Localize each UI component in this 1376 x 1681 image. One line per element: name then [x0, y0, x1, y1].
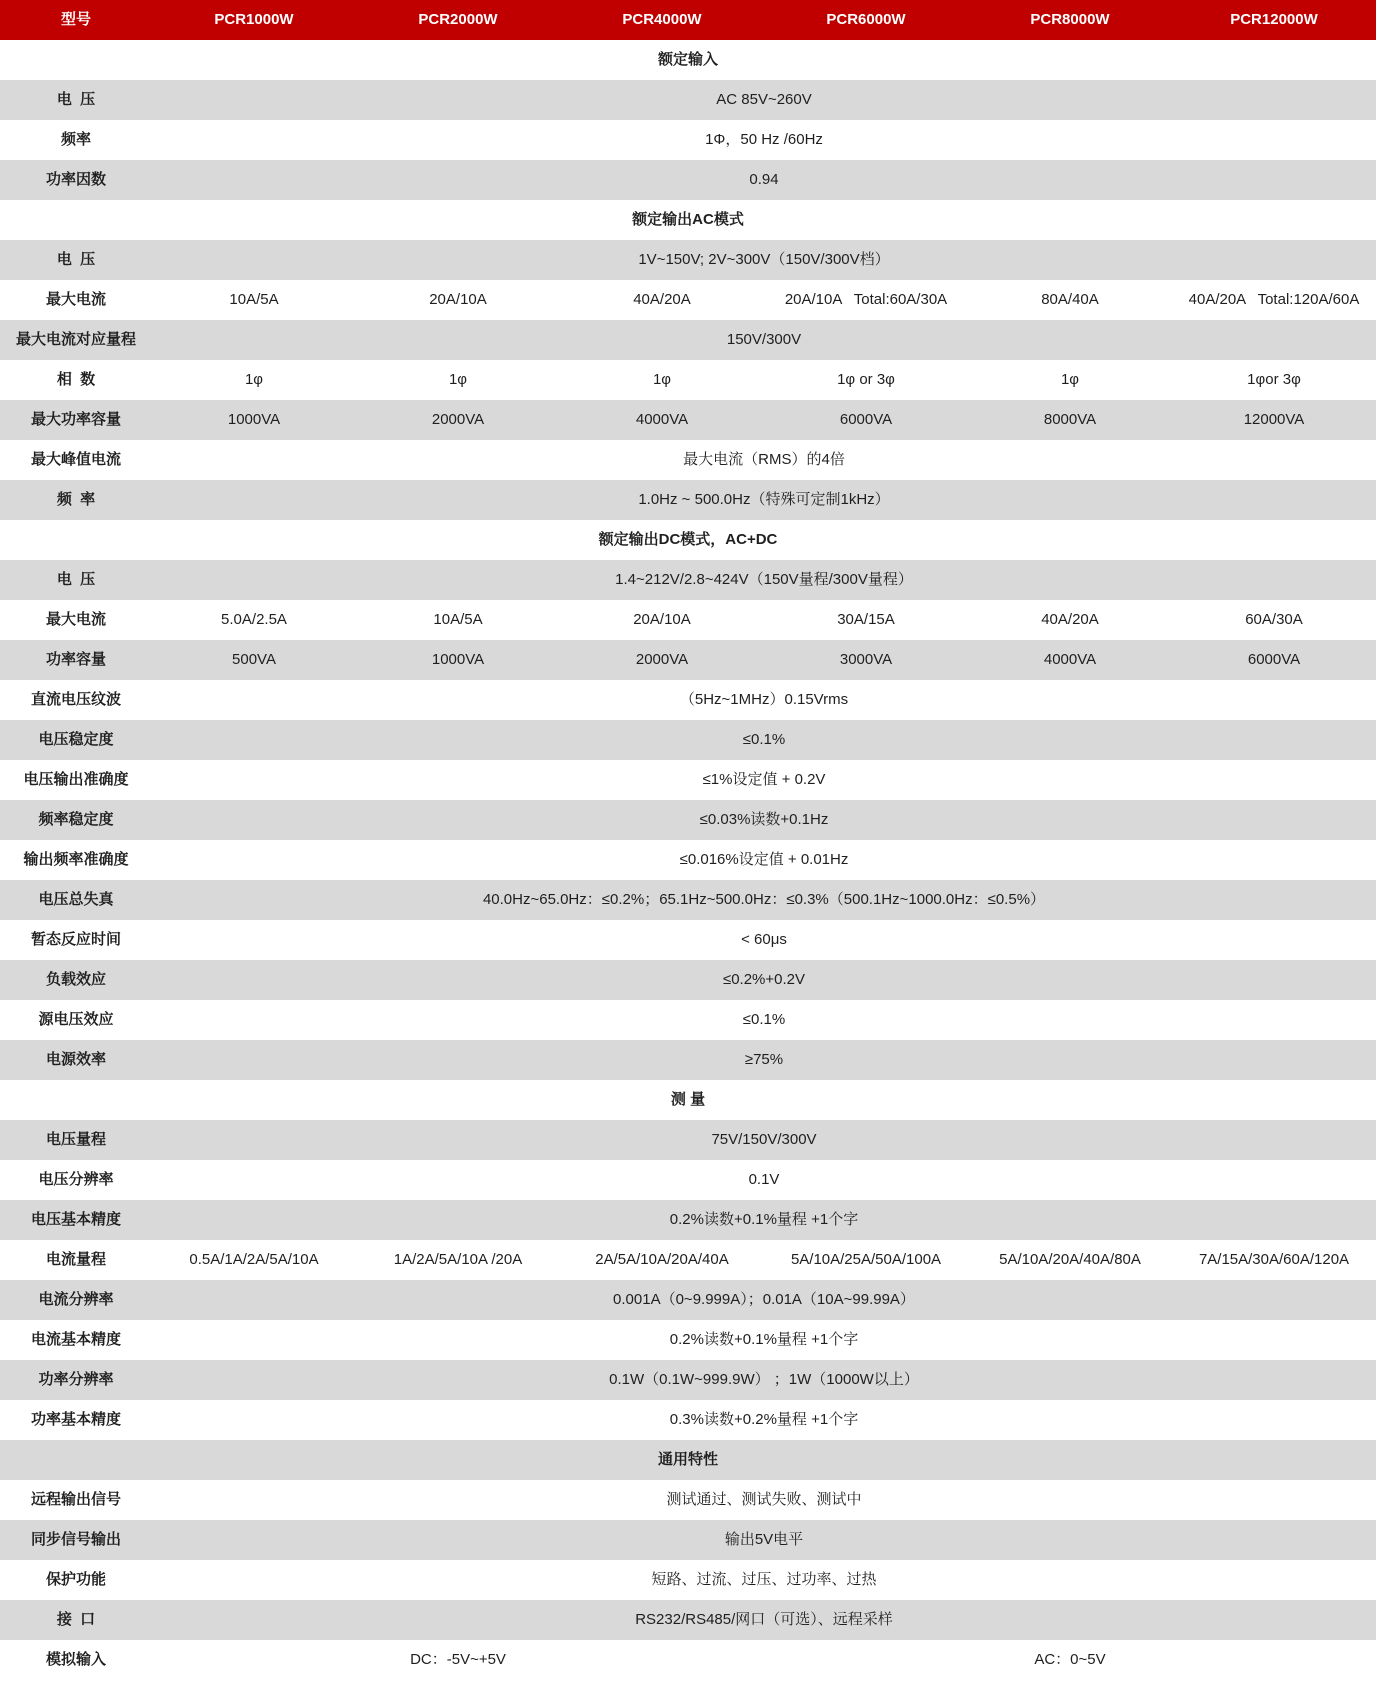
spec-value: 1A/2A/5A/10A /20A	[393, 1251, 523, 1268]
spec-value: 75V/150V/300V	[711, 1131, 817, 1148]
row-label: 接 口	[56, 1611, 96, 1628]
spec-row	[0, 1240, 1376, 1280]
row-label: 远程输出信号	[30, 1491, 121, 1508]
spec-value: 12000VA	[1243, 411, 1305, 428]
spec-row	[0, 880, 1376, 920]
section-title: 额定输入	[657, 51, 718, 68]
spec-value: 0.2%读数+0.1%量程 +1个字	[669, 1211, 859, 1228]
spec-row	[0, 1360, 1376, 1400]
spec-row	[0, 1160, 1376, 1200]
spec-value: ≤1%设定值 + 0.2V	[702, 771, 826, 788]
spec-value: 30A/15A	[837, 611, 895, 628]
row-label: 电压分辨率	[38, 1171, 114, 1188]
spec-row	[0, 640, 1376, 680]
section-row	[0, 520, 1376, 560]
spec-value: AC 85V~260V	[716, 91, 812, 108]
row-label: 电压输出准确度	[23, 771, 129, 788]
spec-value: 1000VA	[431, 651, 485, 668]
row-label: 频 率	[56, 491, 96, 508]
spec-value: ≤0.2%+0.2V	[722, 971, 806, 988]
spec-value: 1φ	[652, 371, 672, 388]
header-model-pcr12000w: PCR12000W	[1230, 11, 1318, 28]
spec-row	[0, 240, 1376, 280]
spec-row	[0, 1520, 1376, 1560]
spec-value: 输出5V电平	[724, 1531, 804, 1548]
spec-row	[0, 1600, 1376, 1640]
spec-row	[0, 120, 1376, 160]
spec-value: 1.0Hz ~ 500.0Hz（特殊可定制1kHz）	[638, 491, 890, 508]
spec-row	[0, 1120, 1376, 1160]
row-label: 电 压	[56, 571, 96, 588]
spec-value: 40A/20A	[633, 291, 691, 308]
spec-value: 1φ	[1060, 371, 1080, 388]
spec-value: 3000VA	[839, 651, 893, 668]
spec-value: 1V~150V; 2V~300V（150V/300V档）	[638, 251, 890, 268]
row-label: 直流电压纹波	[30, 691, 121, 708]
spec-value: 2000VA	[431, 411, 485, 428]
row-label: 最大峰值电流	[30, 451, 121, 468]
spec-row	[0, 1040, 1376, 1080]
spec-row	[0, 680, 1376, 720]
spec-value: ≥75%	[744, 1051, 784, 1068]
header-model-pcr8000w: PCR8000W	[1030, 11, 1110, 28]
section-row	[0, 1080, 1376, 1120]
spec-value: 0.5A/1A/2A/5A/10A	[189, 1251, 319, 1268]
row-label: 最大功率容量	[30, 411, 121, 428]
header-model-pcr1000w: PCR1000W	[214, 11, 294, 28]
row-label: 功率基本精度	[30, 1411, 121, 1428]
spec-row	[0, 560, 1376, 600]
row-label: 输出频率准确度	[23, 851, 129, 868]
spec-value: 最大电流（RMS）的4倍	[683, 451, 845, 468]
spec-value: （5Hz~1MHz）0.15Vrms	[679, 691, 849, 708]
spec-row	[0, 800, 1376, 840]
spec-value: 40A/20A	[1041, 611, 1099, 628]
spec-value: DC：-5V~+5V	[410, 1651, 506, 1668]
spec-value: AC：0~5V	[1034, 1651, 1106, 1668]
section-row	[0, 200, 1376, 240]
row-label: 功率容量	[45, 651, 106, 668]
spec-row	[0, 1400, 1376, 1440]
row-label: 模拟输入	[45, 1651, 106, 1668]
spec-value: 1000VA	[227, 411, 281, 428]
row-label: 最大电流	[45, 291, 106, 308]
row-label: 电压基本精度	[30, 1211, 121, 1228]
spec-value: 20A/10A	[429, 291, 487, 308]
row-label: 电源效率	[45, 1051, 106, 1068]
section-title: 额定输出AC模式	[632, 211, 744, 228]
spec-value: RS232/RS485/网口（可选）、远程采样	[635, 1611, 893, 1628]
spec-value: 0.94	[749, 171, 779, 188]
section-row	[0, 1440, 1376, 1480]
section-title: 通用特性	[657, 1451, 718, 1468]
row-label: 频率稳定度	[38, 811, 114, 828]
spec-value: 测试通过、测试失败、测试中	[666, 1491, 862, 1508]
table-header-row	[0, 0, 1376, 40]
spec-value: 0.001A（0~9.999A）；0.01A（10A~99.99A）	[613, 1291, 915, 1308]
spec-value: 6000VA	[1247, 651, 1301, 668]
spec-row	[0, 1200, 1376, 1240]
row-label: 电压稳定度	[38, 731, 114, 748]
spec-value: 2000VA	[635, 651, 689, 668]
row-label: 电 压	[56, 91, 96, 108]
spec-row	[0, 1640, 1376, 1680]
header-model-pcr4000w: PCR4000W	[622, 11, 702, 28]
spec-value: 1φ	[244, 371, 264, 388]
spec-value: 10A/5A	[229, 291, 279, 308]
spec-value: 1.4~212V/2.8~424V（150V量程/300V量程）	[615, 571, 913, 588]
header-model-pcr2000w: PCR2000W	[418, 11, 498, 28]
table-body	[0, 40, 1376, 1680]
row-label: 源电压效应	[38, 1011, 114, 1028]
spec-value: 6000VA	[839, 411, 893, 428]
spec-row	[0, 360, 1376, 400]
spec-row	[0, 400, 1376, 440]
row-label: 同步信号输出	[30, 1531, 121, 1548]
spec-value: 0.3%读数+0.2%量程 +1个字	[669, 1411, 859, 1428]
spec-value: 500VA	[232, 651, 276, 668]
spec-value: 5A/10A/20A/40A/80A	[999, 1251, 1141, 1268]
spec-row	[0, 1320, 1376, 1360]
spec-value: 80A/40A	[1041, 291, 1099, 308]
spec-row	[0, 1560, 1376, 1600]
spec-value: 1φ or 3φ	[837, 371, 895, 388]
spec-value: < 60μs	[741, 931, 787, 948]
spec-row	[0, 160, 1376, 200]
spec-value: ≤0.1%	[742, 1011, 786, 1028]
spec-value: ≤0.016%设定值 + 0.01Hz	[679, 851, 849, 868]
spec-row	[0, 960, 1376, 1000]
row-label: 电压量程	[45, 1131, 106, 1148]
row-label: 相 数	[56, 371, 96, 388]
section-title: 测 量	[670, 1091, 706, 1108]
row-label: 电流基本精度	[30, 1331, 121, 1348]
spec-value: 20A/10A Total:60A/30A	[784, 291, 948, 308]
row-label: 电压总失真	[38, 891, 114, 908]
spec-row	[0, 1280, 1376, 1320]
row-label: 电 压	[56, 251, 96, 268]
spec-value: 4000VA	[1043, 651, 1097, 668]
spec-value: 5.0A/2.5A	[221, 611, 287, 628]
row-label: 最大电流	[45, 611, 106, 628]
spec-row	[0, 1000, 1376, 1040]
spec-value: 1φ	[448, 371, 468, 388]
row-label: 保护功能	[45, 1571, 106, 1588]
spec-value: 0.2%读数+0.1%量程 +1个字	[669, 1331, 859, 1348]
spec-value: 4000VA	[635, 411, 689, 428]
row-label: 功率因数	[45, 171, 106, 188]
spec-value: 150V/300V	[726, 331, 802, 348]
row-label: 负载效应	[45, 971, 106, 988]
spec-row	[0, 720, 1376, 760]
row-label: 电流量程	[45, 1251, 106, 1268]
row-label: 暂态反应时间	[30, 931, 121, 948]
spec-value: 8000VA	[1043, 411, 1097, 428]
spec-value: 短路、过流、过压、过功率、过热	[651, 1571, 877, 1588]
section-title: 额定输出DC模式，AC+DC	[598, 531, 778, 548]
spec-value: 10A/5A	[433, 611, 483, 628]
spec-row	[0, 920, 1376, 960]
spec-value: ≤0.03%读数+0.1Hz	[699, 811, 829, 828]
spec-row	[0, 1480, 1376, 1520]
spec-value: 1φor 3φ	[1247, 371, 1301, 388]
spec-value: ≤0.1%	[742, 731, 786, 748]
spec-row	[0, 440, 1376, 480]
spec-row	[0, 80, 1376, 120]
spec-row	[0, 280, 1376, 320]
spec-row	[0, 480, 1376, 520]
spec-row	[0, 760, 1376, 800]
row-label: 电流分辨率	[38, 1291, 114, 1308]
row-label: 功率分辨率	[38, 1371, 114, 1388]
spec-value: 2A/5A/10A/20A/40A	[595, 1251, 729, 1268]
header-model-pcr6000w: PCR6000W	[826, 11, 906, 28]
spec-value: 0.1V	[748, 1171, 780, 1188]
spec-value: 60A/30A	[1245, 611, 1303, 628]
row-label: 频率	[60, 131, 91, 148]
spec-value: 40A/20A Total:120A/60A	[1188, 291, 1360, 308]
spec-value: 7A/15A/30A/60A/120A	[1198, 1251, 1350, 1268]
spec-row	[0, 840, 1376, 880]
spec-value: 1Φ，50 Hz /60Hz	[705, 131, 823, 148]
row-label: 最大电流对应量程	[15, 331, 136, 348]
header-model-label: 型号	[60, 11, 91, 28]
spec-row	[0, 320, 1376, 360]
spec-value: 40.0Hz~65.0Hz：≤0.2%；65.1Hz~500.0Hz：≤0.3%（500.1Hz~1000.0Hz：≤0.5%）	[482, 891, 1046, 908]
spec-value: 0.1W（0.1W~999.9W） ；1W（1000W以上）	[609, 1371, 919, 1388]
spec-value: 20A/10A	[633, 611, 691, 628]
spec-row	[0, 600, 1376, 640]
spec-value: 5A/10A/25A/50A/100A	[790, 1251, 942, 1268]
section-row	[0, 40, 1376, 80]
